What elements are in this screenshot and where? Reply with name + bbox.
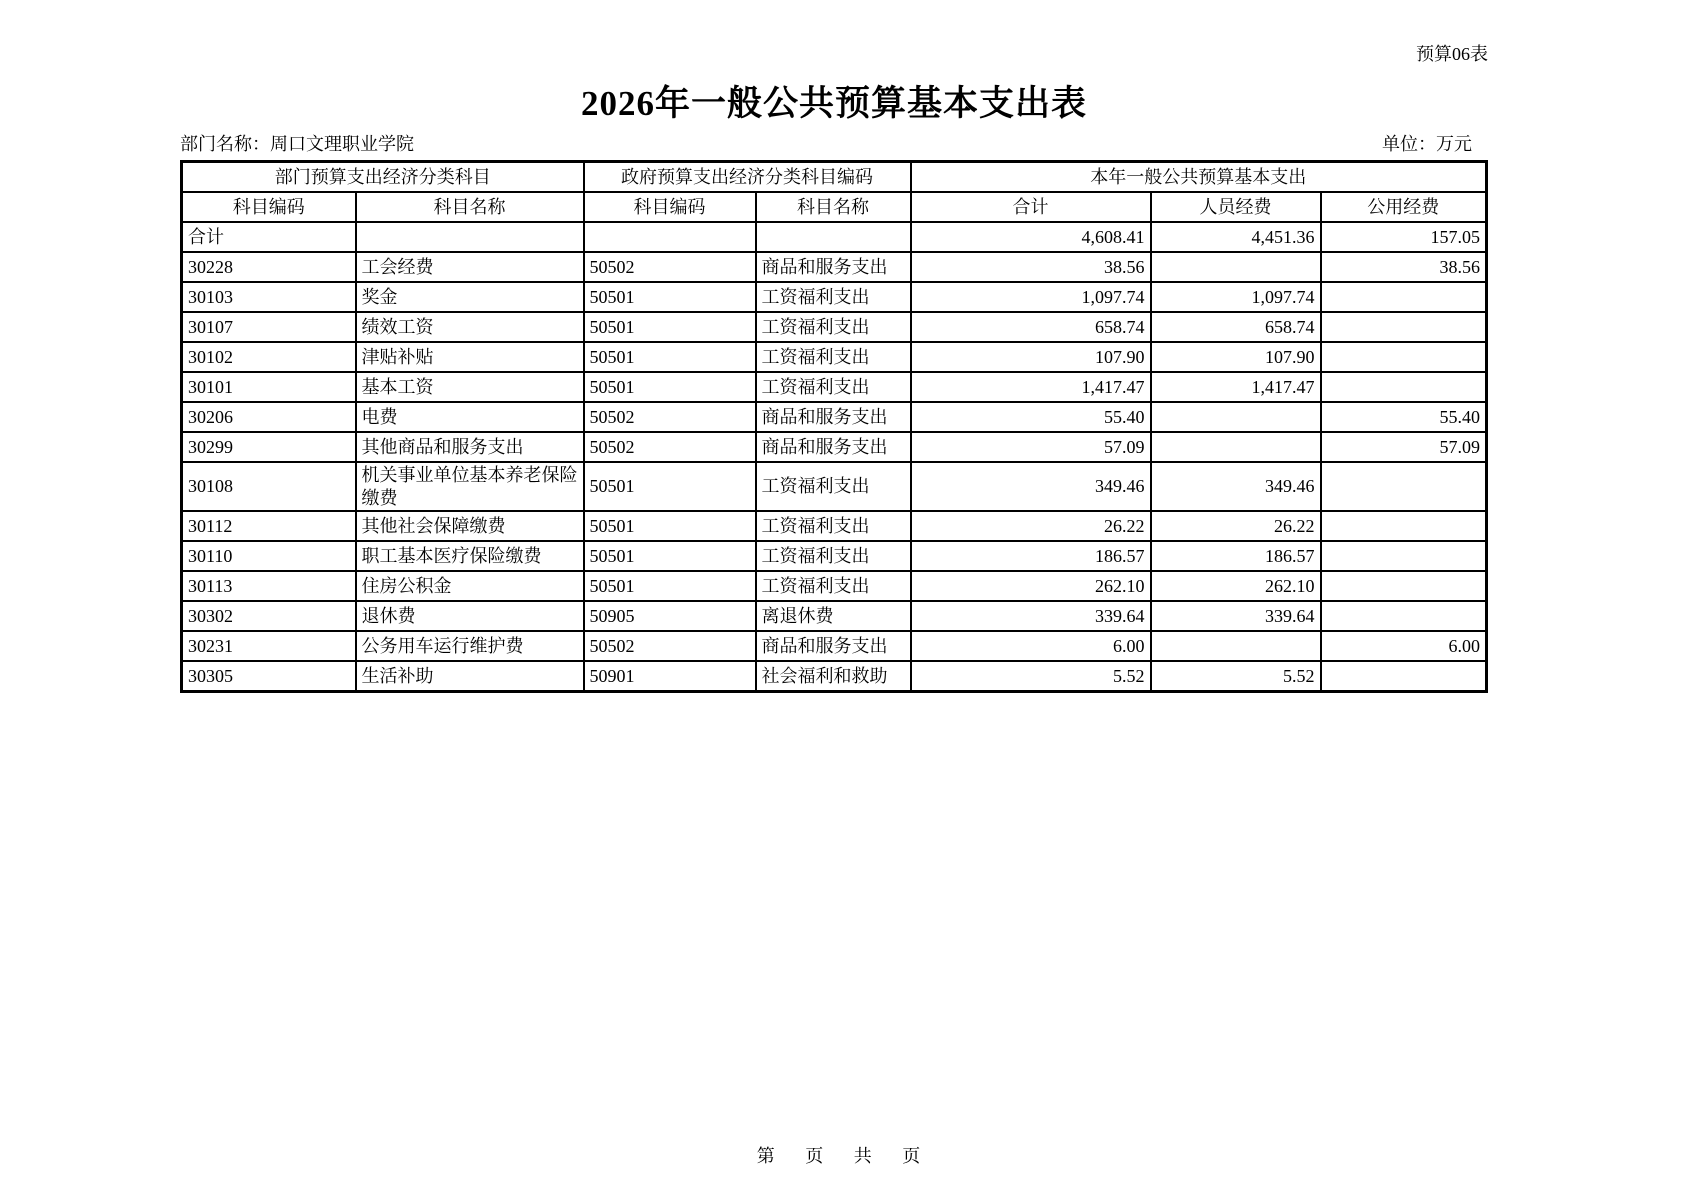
meta-row bbox=[180, 130, 1488, 156]
cell-dept-subject-name: 其他商品和服务支出 bbox=[356, 432, 584, 462]
table-row bbox=[182, 511, 1487, 541]
cell-dept-subject-code: 30108 bbox=[182, 462, 356, 511]
cell-dept-subject-name: 其他社会保障缴费 bbox=[356, 511, 584, 541]
column-header-row bbox=[182, 192, 1487, 222]
cell-total: 262.10 bbox=[911, 571, 1151, 601]
table-row bbox=[182, 541, 1487, 571]
cell-personnel-funds: 4,451.36 bbox=[1151, 222, 1321, 252]
cell-gov-subject-code: 50901 bbox=[584, 661, 756, 692]
cell-gov-subject-name: 工资福利支出 bbox=[756, 282, 911, 312]
cell-dept-subject-code: 30305 bbox=[182, 661, 356, 692]
cell-gov-subject-name bbox=[756, 222, 911, 252]
column-header-public-funds: 公用经费 bbox=[1321, 192, 1487, 222]
cell-public-funds bbox=[1321, 601, 1487, 631]
table-row bbox=[182, 372, 1487, 402]
cell-personnel-funds bbox=[1151, 432, 1321, 462]
cell-personnel-funds: 349.46 bbox=[1151, 462, 1321, 511]
table-row bbox=[182, 432, 1487, 462]
table-row bbox=[182, 631, 1487, 661]
cell-total: 186.57 bbox=[911, 541, 1151, 571]
column-header-dept-subject-code: 科目编码 bbox=[182, 192, 356, 222]
cell-gov-subject-name: 工资福利支出 bbox=[756, 462, 911, 511]
cell-gov-subject-name: 商品和服务支出 bbox=[756, 432, 911, 462]
cell-personnel-funds: 1,417.47 bbox=[1151, 372, 1321, 402]
cell-dept-subject-name: 退休费 bbox=[356, 601, 584, 631]
cell-dept-subject-code: 30102 bbox=[182, 342, 356, 372]
group-header-row bbox=[182, 162, 1487, 193]
cell-gov-subject-name: 工资福利支出 bbox=[756, 342, 911, 372]
cell-dept-subject-code: 30103 bbox=[182, 282, 356, 312]
cell-total: 57.09 bbox=[911, 432, 1151, 462]
cell-dept-subject-name: 机关事业单位基本养老保险缴费 bbox=[356, 462, 584, 511]
cell-gov-subject-code: 50502 bbox=[584, 631, 756, 661]
cell-gov-subject-code: 50502 bbox=[584, 252, 756, 282]
cell-dept-subject-name: 津贴补贴 bbox=[356, 342, 584, 372]
cell-gov-subject-name: 工资福利支出 bbox=[756, 571, 911, 601]
cell-gov-subject-code: 50501 bbox=[584, 342, 756, 372]
cell-personnel-funds bbox=[1151, 402, 1321, 432]
cell-gov-subject-code: 50501 bbox=[584, 282, 756, 312]
cell-dept-subject-code: 30302 bbox=[182, 601, 356, 631]
table-row bbox=[182, 402, 1487, 432]
cell-dept-subject-code: 30110 bbox=[182, 541, 356, 571]
cell-personnel-funds: 1,097.74 bbox=[1151, 282, 1321, 312]
table-row bbox=[182, 342, 1487, 372]
cell-total: 107.90 bbox=[911, 342, 1151, 372]
cell-gov-subject-name: 离退休费 bbox=[756, 601, 911, 631]
cell-total: 5.52 bbox=[911, 661, 1151, 692]
group-header-current-year-expenditure: 本年一般公共预算基本支出 bbox=[911, 162, 1487, 193]
table-row bbox=[182, 661, 1487, 692]
cell-gov-subject-code: 50502 bbox=[584, 402, 756, 432]
cell-personnel-funds bbox=[1151, 252, 1321, 282]
cell-total: 4,608.41 bbox=[911, 222, 1151, 252]
cell-total: 658.74 bbox=[911, 312, 1151, 342]
cell-dept-subject-name: 电费 bbox=[356, 402, 584, 432]
column-header-gov-subject-name: 科目名称 bbox=[756, 192, 911, 222]
cell-dept-subject-name: 职工基本医疗保险缴费 bbox=[356, 541, 584, 571]
unit-label: 单位：万元 bbox=[1382, 134, 1472, 154]
department-name-label: 部门名称：周口文理职业学院 bbox=[180, 134, 414, 154]
cell-public-funds bbox=[1321, 541, 1487, 571]
cell-total: 26.22 bbox=[911, 511, 1151, 541]
cell-public-funds: 157.05 bbox=[1321, 222, 1487, 252]
cell-total: 339.64 bbox=[911, 601, 1151, 631]
cell-gov-subject-code: 50501 bbox=[584, 312, 756, 342]
cell-dept-subject-code: 30107 bbox=[182, 312, 356, 342]
cell-gov-subject-name: 工资福利支出 bbox=[756, 372, 911, 402]
page-footer: 第 页 共 页 bbox=[756, 1146, 928, 1166]
cell-gov-subject-code: 50905 bbox=[584, 601, 756, 631]
cell-public-funds bbox=[1321, 372, 1487, 402]
column-header-personnel-funds: 人员经费 bbox=[1151, 192, 1321, 222]
cell-gov-subject-name: 商品和服务支出 bbox=[756, 252, 911, 282]
cell-gov-subject-name: 工资福利支出 bbox=[756, 541, 911, 571]
cell-personnel-funds: 186.57 bbox=[1151, 541, 1321, 571]
cell-dept-subject-name: 生活补助 bbox=[356, 661, 584, 692]
cell-public-funds: 6.00 bbox=[1321, 631, 1487, 661]
column-header-dept-subject-name: 科目名称 bbox=[356, 192, 584, 222]
cell-gov-subject-code: 50501 bbox=[584, 462, 756, 511]
group-header-government-classification: 政府预算支出经济分类科目编码 bbox=[584, 162, 911, 193]
cell-personnel-funds: 26.22 bbox=[1151, 511, 1321, 541]
cell-gov-subject-code bbox=[584, 222, 756, 252]
cell-total: 55.40 bbox=[911, 402, 1151, 432]
cell-total: 1,097.74 bbox=[911, 282, 1151, 312]
cell-public-funds: 57.09 bbox=[1321, 432, 1487, 462]
cell-dept-subject-code: 30299 bbox=[182, 432, 356, 462]
form-number-tag: 预算06表 bbox=[1416, 44, 1488, 64]
cell-gov-subject-name: 社会福利和救助 bbox=[756, 661, 911, 692]
cell-dept-subject-name: 奖金 bbox=[356, 282, 584, 312]
table-row bbox=[182, 601, 1487, 631]
cell-dept-subject-name bbox=[356, 222, 584, 252]
cell-public-funds bbox=[1321, 312, 1487, 342]
cell-gov-subject-name: 工资福利支出 bbox=[756, 312, 911, 342]
cell-dept-subject-code: 30112 bbox=[182, 511, 356, 541]
table-row bbox=[182, 312, 1487, 342]
page-title: 2026年一般公共预算基本支出表 bbox=[580, 84, 1087, 123]
column-header-gov-subject-code: 科目编码 bbox=[584, 192, 756, 222]
column-header-total: 合计 bbox=[911, 192, 1151, 222]
cell-gov-subject-name: 商品和服务支出 bbox=[756, 402, 911, 432]
cell-public-funds bbox=[1321, 661, 1487, 692]
cell-dept-subject-code: 30101 bbox=[182, 372, 356, 402]
cell-dept-subject-code: 30113 bbox=[182, 571, 356, 601]
cell-public-funds bbox=[1321, 571, 1487, 601]
table-row bbox=[182, 282, 1487, 312]
cell-dept-subject-name: 住房公积金 bbox=[356, 571, 584, 601]
cell-personnel-funds: 5.52 bbox=[1151, 661, 1321, 692]
cell-personnel-funds: 339.64 bbox=[1151, 601, 1321, 631]
cell-public-funds: 55.40 bbox=[1321, 402, 1487, 432]
cell-public-funds: 38.56 bbox=[1321, 252, 1487, 282]
cell-gov-subject-name: 商品和服务支出 bbox=[756, 631, 911, 661]
cell-dept-subject-code: 30206 bbox=[182, 402, 356, 432]
table-row bbox=[182, 222, 1487, 252]
cell-dept-subject-code: 合计 bbox=[182, 222, 356, 252]
cell-public-funds bbox=[1321, 511, 1487, 541]
budget-table-header bbox=[182, 162, 1487, 223]
cell-personnel-funds: 107.90 bbox=[1151, 342, 1321, 372]
cell-total: 38.56 bbox=[911, 252, 1151, 282]
budget-table bbox=[180, 160, 1488, 693]
cell-personnel-funds: 262.10 bbox=[1151, 571, 1321, 601]
cell-personnel-funds bbox=[1151, 631, 1321, 661]
cell-personnel-funds: 658.74 bbox=[1151, 312, 1321, 342]
cell-dept-subject-name: 基本工资 bbox=[356, 372, 584, 402]
cell-gov-subject-name: 工资福利支出 bbox=[756, 511, 911, 541]
cell-total: 6.00 bbox=[911, 631, 1151, 661]
group-header-department-classification: 部门预算支出经济分类科目 bbox=[182, 162, 584, 193]
cell-dept-subject-code: 30228 bbox=[182, 252, 356, 282]
table-row bbox=[182, 252, 1487, 282]
cell-dept-subject-name: 绩效工资 bbox=[356, 312, 584, 342]
cell-gov-subject-code: 50501 bbox=[584, 511, 756, 541]
cell-gov-subject-code: 50501 bbox=[584, 571, 756, 601]
table-row bbox=[182, 462, 1487, 511]
cell-gov-subject-code: 50501 bbox=[584, 372, 756, 402]
table-row bbox=[182, 571, 1487, 601]
cell-dept-subject-name: 公务用车运行维护费 bbox=[356, 631, 584, 661]
cell-public-funds bbox=[1321, 282, 1487, 312]
budget-table-body bbox=[182, 222, 1487, 692]
cell-dept-subject-name: 工会经费 bbox=[356, 252, 584, 282]
cell-public-funds bbox=[1321, 462, 1487, 511]
cell-gov-subject-code: 50502 bbox=[584, 432, 756, 462]
cell-total: 349.46 bbox=[911, 462, 1151, 511]
cell-public-funds bbox=[1321, 342, 1487, 372]
cell-gov-subject-code: 50501 bbox=[584, 541, 756, 571]
cell-total: 1,417.47 bbox=[911, 372, 1151, 402]
cell-dept-subject-code: 30231 bbox=[182, 631, 356, 661]
